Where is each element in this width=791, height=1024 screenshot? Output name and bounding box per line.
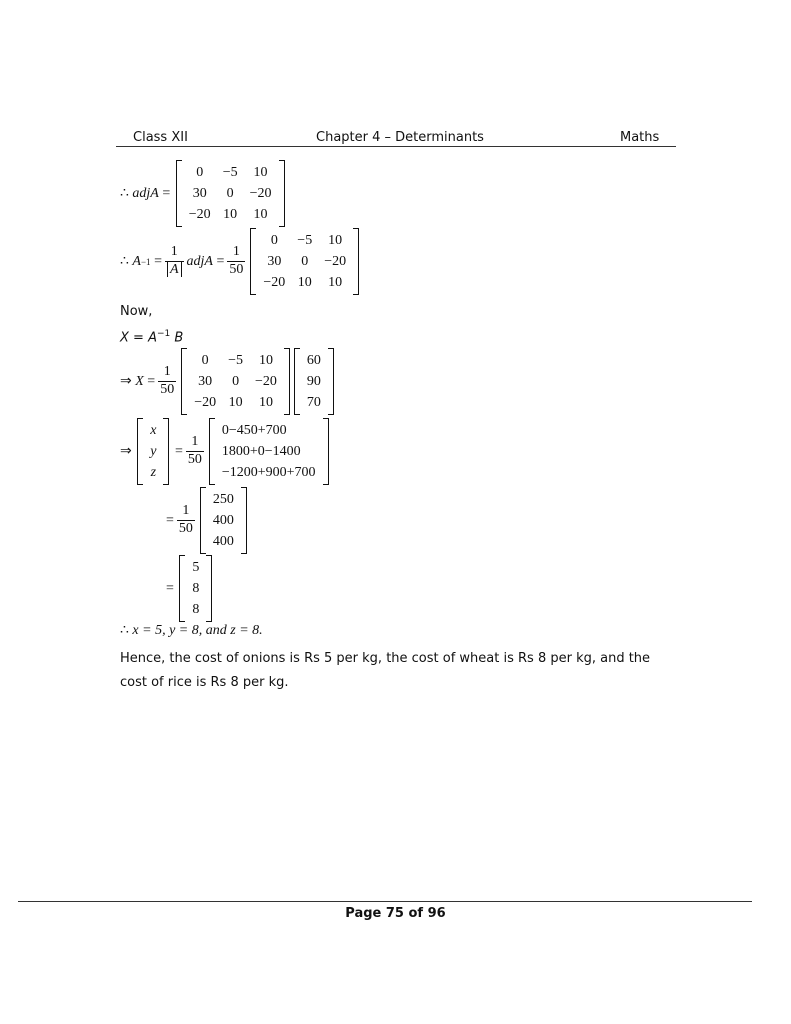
sum-vector: 250 400 400 (200, 487, 247, 554)
header-chapter: Chapter 4 – Determinants (316, 130, 484, 145)
fraction-one-over-det: $\frac{1}{A}$ (165, 245, 184, 277)
header-subject: Maths (620, 130, 660, 145)
inverse-matrix: 0 −5 10 30 0 −20 −20 10 10 (250, 228, 359, 295)
inverse-equation: ∴ A −1 = $\frac{1}{A}$ adjA = $\frac{1}{50}$ 0 −5 10 30 0 −20 −20 10 10 (120, 228, 361, 295)
result-equation: = 5 8 8 (166, 555, 214, 622)
header-rule (116, 146, 676, 147)
conclusion-paragraph: Hence, the cost of onions is Rs 5 per kg, the cost of wheat is Rs 8 per kg, and the cost of rice is Rs 8 per kg. (120, 651, 651, 690)
now-label: Now, (120, 304, 153, 319)
footer-rule (18, 901, 752, 902)
result-vector: 5 8 8 (179, 555, 212, 622)
xyz-vector: x y z (137, 418, 169, 485)
b-vector: 60 90 70 (294, 348, 334, 415)
inverse-matrix-2: 0 −5 10 30 0 −20 −20 10 10 (181, 348, 290, 415)
adj-label: adjA (132, 185, 159, 201)
conclusion-equation: ∴ x = 5, y = 8, and z = 8. (120, 623, 263, 638)
page-number: Page 75 of 96 (345, 906, 446, 921)
expanded-vector: 0−450+700 1800+0−1400 −1200+900+700 (209, 418, 329, 485)
therefore-symbol: ∴ (120, 186, 129, 201)
adj-equation: ∴ adjA = 0 −5 10 30 0 −20 −20 10 10 (120, 160, 287, 227)
x-equation: $X = A^{-1}$ B (120, 329, 184, 346)
header-class: Class XII (133, 130, 188, 145)
fraction-one-over-fifty: $\frac{1}{50}$ (229, 244, 244, 277)
adj-matrix: 0 −5 10 30 0 −20 −20 10 10 (176, 160, 285, 227)
sum-equation: = $\frac{1}{50}$ 250 400 400 (166, 487, 249, 554)
solution-equation: ⇒ X = $\frac{1}{50}$ 0 −5 10 30 0 −20 −20 10 10 60 90 70 (120, 348, 336, 415)
expanded-equation: ⇒ x y z = $\frac{1}{50}$ 0−450+700 1800+0−1400 −1200+900+700 (120, 418, 331, 485)
